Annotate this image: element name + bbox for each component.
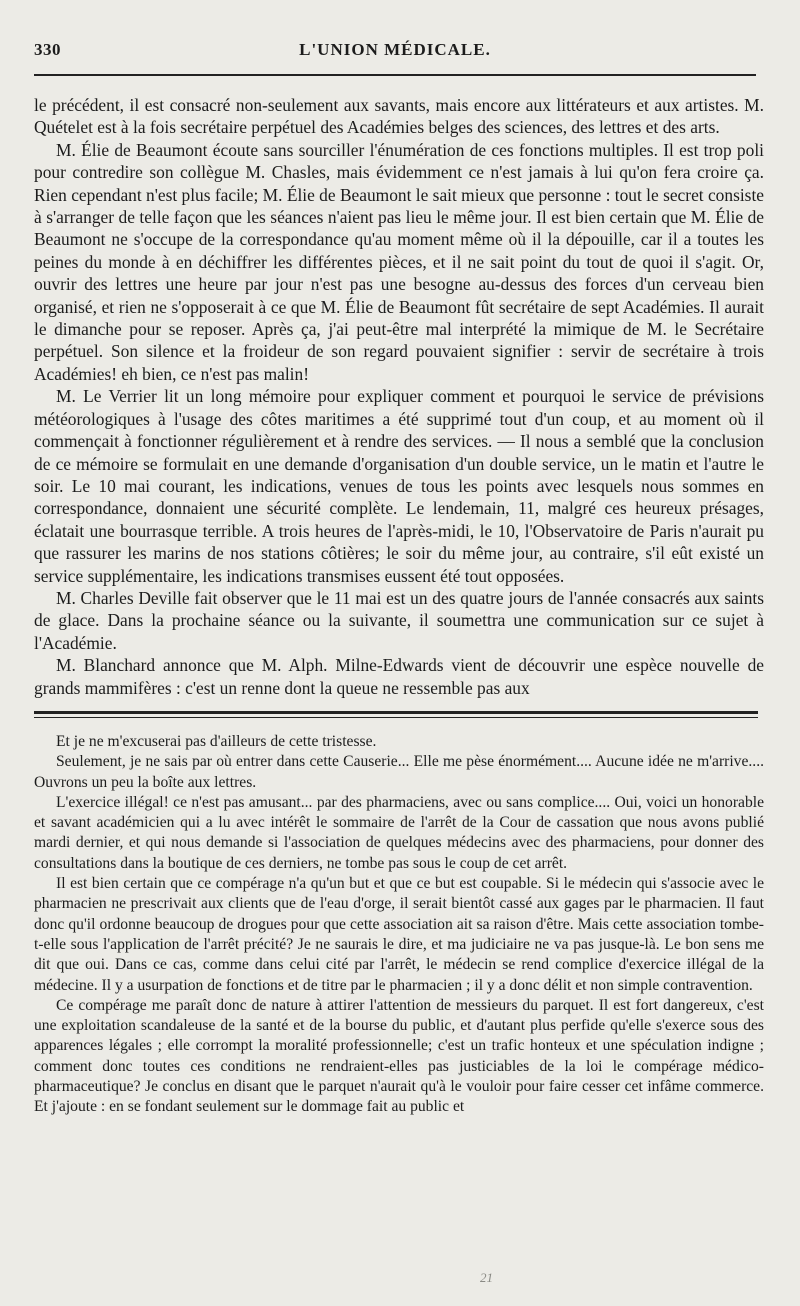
journal-title: L'UNION MÉDICALE. <box>299 40 491 59</box>
article-paragraph: M. Charles Deville fait observer que le 11 mai est un des quatre jours de l'année consacrés aux saints de glace. Dans la prochaine séance ou la suivante, il soumettra une communication sur ce sujet à l'Académie. <box>34 587 764 653</box>
article-paragraph: M. Blanchard annonce que M. Alph. Milne-Edwards vient de découvrir une espèce nouvelle de grands mammifères : c'est un renne dont la queue ne ressemble pas aux <box>34 655 764 698</box>
article-paragraph: M. Élie de Beaumont écoute sans sourciller l'énumération de ces fonctions multiples. Il est trop poli pour contredire son collègue M. Chasles, mais évidemment ce n'est jamais à lui qu'on fera croire ça. Rien cependant n'est plus facile; M. Élie de Beaumont le sait mieux que personne : tout le secret consiste à s'arranger de telle façon que les séances n'aient pas lieu le même jour. Il est bien certain que M. Élie de Beaumont ne s'occupe de la correspondance qu'au moment même où il la dépouille, car il a toutes les peines du monde à en déchiffrer les différentes pièces, et il ne sait point du tout de quoi il s'agit. Or, ouvrir des lettres une heure par jour n'est pas une besogne au-dessus des forces d'un cerveau bien organisé, et rien ne s'opposerait à ce que M. Élie de Beaumont fût secrétaire de sept Académies. Il aurait le dimanche pour se reposer. Après ça, j'ai peut-être mal interprété la mimique de M. le Secrétaire perpétuel. Son silence et la froideur de son regard pouvaient signifier : servir de secrétaire à trois Académies! eh bien, ce n'est pas malin! <box>34 139 764 384</box>
page-number: 330 <box>34 40 61 59</box>
feuilleton-paragraph: Il est bien certain que ce compérage n'a qu'un but et que ce but est coupable. Si le médecin qui s'associe avec le pharmacien ne prescrivait aux clients que de l'eau d'orge, il serait bientôt cassé aux gages par le pharmacien. Il faut donc qu'il ordonne beaucoup de drogues pour que cette association ait sa raison d'être. Mais cette association tombe-t-elle sous l'application de l'arrêt précité? Je ne saurais le dire, et ma judiciaire ne va pas jusque-là. Le bon sens me dit que oui. Dans ce cas, comme dans celui cité par l'arrêt, le médecin se rend complice d'exercice illégal de la médecine. Il y a usurpation de fonctions et de titre par le pharmacien ; il y a donc délit et non simple contravention. <box>34 875 764 994</box>
signature-mark: 21 <box>480 1270 493 1285</box>
feuilleton-paragraph: L'exercice illégal! ce n'est pas amusant... par des pharmaciens, avec ou sans complice.... Oui, voici un honorable et savant académicien qui a lu avec intérêt le sommaire de l'arrêt de la Cour de cassation que nous avons publié mardi dernier, et qui nous demande si l'association de quelques médecins avec des pharmaciens, pour donner des consultations dans la boutique de ces derniers, ne tombe pas sous le coup de cet arrêt. <box>34 793 764 872</box>
feuilleton-paragraph: Seulement, je ne sais par où entrer dans cette Causerie... Elle me pèse énormément.... Aucune idée ne m'arrive.... Ouvrons un peu la boîte aux lettres. <box>34 753 764 791</box>
article-paragraph: M. Le Verrier lit un long mémoire pour expliquer comment et pourquoi le service de prévisions météorologiques à l'usage des côtes maritimes a été supprimé tout d'un coup, et au moment où il commençait à fonctionner régulièrement et à rendre des services. — Il nous a semblé que la conclusion de ce mémoire se formulait en une demande d'organisation d'un double service, un le matin et l'autre le soir. Le 10 mai courant, les indications, venues de tous les points avec lesquels nous sommes en correspondance, donnaient une sécurité complète. Le lendemain, 11, malgré ces heureux présages, éclatait une bourrasque terrible. A trois heures de l'après-midi, le 10, l'Observatoire de Paris n'aurait pu que rassurer les marins de nos stations côtières; le soir du même jour, au contraire, s'il eût existé un service supplémentaire, les indications transmises eussent été tout opposées. <box>34 386 764 586</box>
running-head <box>34 40 756 76</box>
feuilleton-paragraph: Et je ne m'excuserai pas d'ailleurs de cette tristesse. <box>56 732 377 750</box>
article-paragraph: le précédent, il est consacré non-seulement aux savants, mais encore aux littérateurs et aux artistes. M. Quételet est à la fois secrétaire perpétuel des Académies belges des sciences, des lettres et des arts. <box>34 95 764 138</box>
feuilleton-section <box>34 732 764 1118</box>
feuilleton-paragraph: Ce compérage me paraît donc de nature à attirer l'attention de messieurs du parquet. Il est fort dangereux, c'est une exploitation scandaleuse de la santé et de la bourse du public, et d'autant plus perfide qu'elle s'exerce sous des apparences légales ; elle corrompt la moralité professionnelle; c'est un trafic honteux et une spéculation indigne ; comment donc toutes ces conditions ne rendraient-elles pas justiciables de la loi le compérage médico-pharmaceutique? Je conclus en disant que le parquet n'aurait qu'à le vouloir pour faire cesser cet infâme commerce. Et j'ajoute : en se fondant seulement sur le dommage fait au public et <box>34 996 764 1116</box>
main-article <box>34 94 764 699</box>
feuilleton-separator <box>34 711 758 718</box>
